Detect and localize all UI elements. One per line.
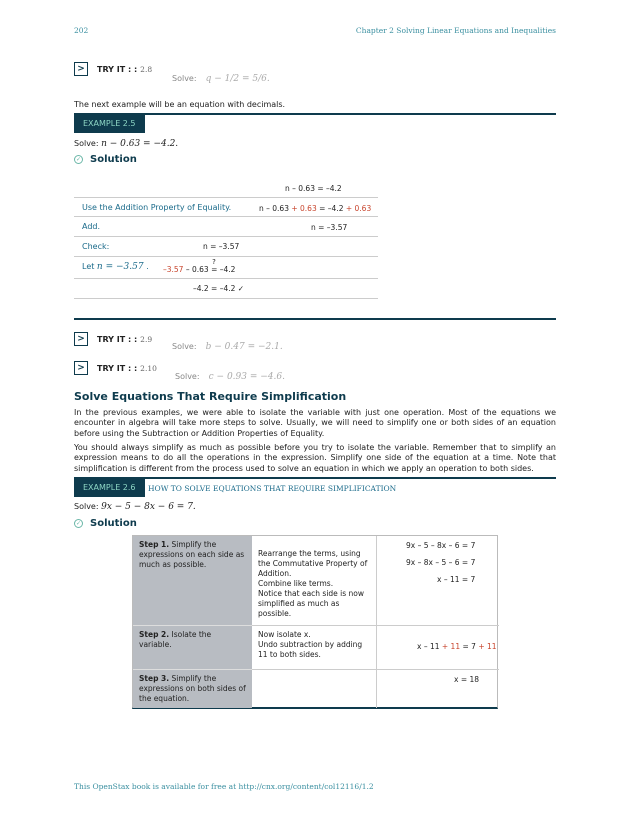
steps-table: [132, 535, 498, 709]
eq-part: – 0.63: [183, 265, 212, 274]
solution-heading: [74, 518, 137, 529]
example-2-5-label: EXAMPLE 2.5: [74, 114, 145, 133]
step-1-equation: 9x – 8x – 5 – 6 = 7: [406, 558, 476, 567]
eq-part-added: + 0.63: [291, 204, 317, 213]
row-equation: n = –3.57: [203, 242, 240, 251]
eq-part-added: + 11: [478, 642, 497, 651]
step-3-explanation: [252, 670, 377, 708]
solve-label: Solve:: [172, 74, 197, 83]
page-number: 202: [74, 26, 89, 35]
section-paragraph-1: In the previous examples, we were able to isolate the variable with just one operation. Most of the equations we encounter in algebra will take more steps to solve. Usually, we will need to simplify one or both sides of an equation before using the Subtraction or Addition Properties of Equality.: [74, 408, 556, 438]
example-2-6-label: EXAMPLE 2.6: [74, 478, 145, 497]
step-3-label: [133, 670, 252, 708]
chevron-right-icon[interactable]: >: [74, 332, 88, 346]
row-text: [82, 262, 149, 272]
problem-expr: 9x − 5 − 8x − 6 = 7.: [101, 502, 196, 512]
table-divider: [74, 298, 378, 299]
example-2-6-title: HOW TO SOLVE EQUATIONS THAT REQUIRE SIMPLIFICATION: [148, 484, 397, 493]
example-end-divider: [74, 318, 556, 320]
row-equation: n = –3.57: [311, 223, 348, 232]
try-it-2-10-problem: [175, 364, 285, 383]
solve-label: Solve:: [74, 139, 99, 148]
try-it-number: 2.10: [140, 363, 157, 373]
eq-part: = 7: [460, 642, 479, 651]
step-number: Step 2.: [139, 630, 170, 639]
table-divider: [74, 256, 378, 257]
step-3-equation: x = 18: [454, 675, 480, 684]
step-explanation-line: Undo subtraction by adding 11 to both sides.: [258, 640, 363, 659]
row-text: Use the Addition Property of Equality.: [82, 203, 232, 212]
row-text: Check:: [82, 242, 110, 251]
question-mark: ?: [212, 258, 216, 266]
step-2-label: [133, 626, 252, 670]
let-expr: n = −3.57: [96, 262, 144, 272]
example-2-5-problem: [74, 139, 178, 149]
step-number: Step 1.: [139, 540, 170, 549]
try-it-label: TRY IT : :: [97, 363, 138, 373]
try-it-2-10: [74, 360, 157, 376]
eq-part-added: + 11: [441, 642, 461, 651]
chevron-right-icon[interactable]: >: [74, 361, 88, 375]
step-explanation-line: Notice that each side is now simplified as much as possible.: [258, 589, 365, 618]
try-it-label: TRY IT : :: [97, 64, 138, 74]
row-equation: [163, 258, 236, 274]
step-2-equation: [417, 642, 497, 651]
try-it-2-8: [74, 61, 152, 77]
table-divider: [377, 669, 499, 670]
solve-label: Solve:: [172, 342, 197, 351]
try-it-number: 2.9: [140, 334, 153, 344]
try-it-number: 2.8: [140, 64, 153, 74]
problem-expr: b − 0.47 = −2.1.: [205, 342, 283, 352]
problem-expr: n − 0.63 = −4.2.: [101, 139, 179, 149]
section-title: Solve Equations That Require Simplification: [74, 390, 347, 403]
table-divider: [74, 236, 378, 237]
table-divider: [74, 278, 378, 279]
example-2-6-problem: [74, 502, 196, 512]
step-description: Isolate the variable.: [139, 630, 212, 649]
check-circle-icon: ✓: [75, 156, 82, 163]
try-it-2-9: [74, 331, 152, 347]
try-it-label: TRY IT : :: [97, 334, 138, 344]
table-divider: [377, 625, 499, 626]
table-divider: [74, 197, 378, 198]
section-paragraph-2: You should always simplify as much as possible before you try to isolate the variable. Remember that to simplify an expression means to do all the operations in the expression. Simplify one side of the equation at a time. Note that simplification is different from the process used to solve an equation in which we apply an operation to both sides.: [74, 443, 556, 473]
try-it-2-8-problem: [172, 66, 270, 85]
intro-text: The next example will be an equation with decimals.: [74, 100, 286, 109]
step-explanation-line: Now isolate x.: [258, 630, 311, 639]
example-divider: [74, 477, 556, 479]
solve-label: Solve:: [175, 372, 200, 381]
eq-part: = –4.2: [211, 265, 236, 274]
solution-label: Solution: [90, 518, 137, 529]
try-it-2-9-problem: [172, 334, 283, 353]
step-number: Step 3.: [139, 674, 170, 683]
step-1-equation: x – 11 = 7: [437, 575, 476, 584]
eq-part: x – 11: [417, 642, 442, 651]
chapter-title: Chapter 2 Solving Linear Equations and Inequalities: [355, 26, 556, 35]
table-divider: [74, 216, 378, 217]
eq-part-substituted: –3.57: [163, 265, 184, 274]
let-word: Let: [82, 262, 97, 271]
solve-label: Solve:: [74, 502, 99, 511]
problem-expr: c − 0.93 = −4.6.: [208, 372, 285, 382]
problem-expr: q − 1/2 = 5/6.: [205, 74, 270, 84]
example-divider: [74, 113, 556, 115]
footer-text: This OpenStax book is available for free at http://cnx.org/content/col12116/1.2: [74, 782, 374, 791]
eq-part: n – 0.63: [259, 204, 292, 213]
solution-heading: [74, 154, 137, 165]
check-circle-icon: ✓: [75, 520, 82, 527]
eq-part-added: + 0.63: [345, 204, 372, 213]
step-explanation-line: Rearrange the terms, using the Commutative Property of Addition.: [258, 549, 368, 578]
step-1-equation: 9x – 5 – 8x – 6 = 7: [406, 541, 476, 550]
row-equation: –4.2 = –4.2 ✓: [193, 284, 245, 293]
step-2-explanation: [252, 626, 377, 670]
row-equation: [259, 204, 371, 213]
let-period: .: [143, 262, 149, 271]
step-explanation-line: Combine like terms.: [258, 579, 334, 588]
top-equation: n – 0.63 = –4.2: [285, 184, 342, 193]
solution-label: Solution: [90, 154, 137, 165]
step-description: Simplify the expressions on both sides of the equation.: [139, 674, 246, 703]
step-1-explanation: [252, 536, 377, 626]
eq-part: = –4.2: [316, 204, 346, 213]
step-1-label: [133, 536, 252, 626]
step-description: Simplify the expressions on each side as much as possible.: [139, 540, 245, 569]
chevron-right-icon[interactable]: >: [74, 62, 88, 76]
row-text: Add.: [82, 222, 101, 231]
